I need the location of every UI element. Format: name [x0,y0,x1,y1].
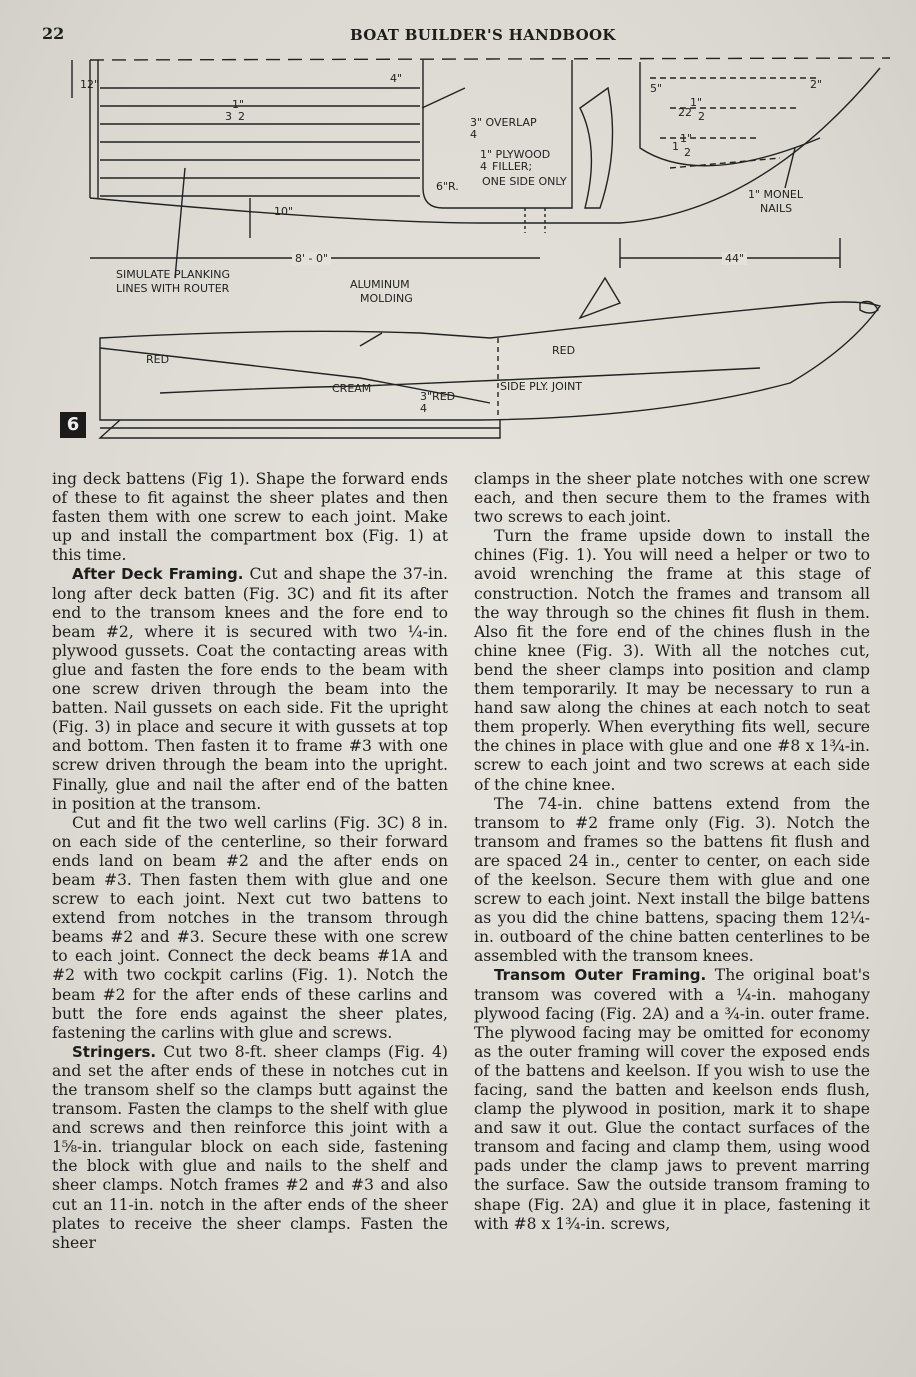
label-dim-1-1-2: 1 [672,140,679,153]
run-in-heading: Transom Outer Framing. [494,966,707,985]
figure-number-badge: 6 [60,412,86,438]
centerline [90,58,890,60]
label-dim-3: 3 [225,110,232,123]
paragraph-text: Cut two 8-ft. sheer clamps (Fig. 4) and set the after ends of these in notches cut in the transom shelf so the clamps butt against the transom. Fasten the clamps to the shelf with glue and screws and then reinforce this joint with a 1⅝-in. triangular block on each side, fastening the block with glue and nails to the shelf and sheer clamps. Notch frames #2 and #3 and also cut an 11-in. notch in the after ends of the sheer plates to receive the sheer clamps. Fasten the sheer [52,1042,448,1252]
run-in-heading: After Deck Framing. [72,565,244,584]
label-red-3-4: 3"RED [420,390,456,403]
label-dim-10: 10" [274,205,294,218]
right-column [474,470,870,1234]
label-monel-nails-2: NAILS [760,202,793,215]
label-red-stern: RED [552,344,576,357]
run-in-heading: Stringers. [72,1042,157,1061]
label-dim-1-2-den: 2 [238,110,245,123]
label-red-bow: RED [146,353,170,366]
left-column [52,470,448,1253]
page-number: 22 [42,24,65,43]
paragraph-text: Turn the frame upside down to install the chines (Fig. 1). You will need a helper or two to avoid wrenching the frame at this stage of construction. Notch the frames and transom all the way through so the chines fit flush in them. Also fit the fore end of the chines flush in the chine knee (Fig. 3). With all the notches cut, bend the sheer clamps into position and clamp them temporarily. It may be necessary to run a hand saw along the chines at each notch to seat them properly. When everything fits well, secure the chines in place with glue and one #8 x 1¾-in. screw to each joint and two screws at each side of the chine knee. [474,527,870,794]
paragraph-text: ing deck battens (Fig 1). Shape the forward ends of these to fit against the sheer plates and then fasten them with one screw to each joint. Make up and install the compartment box (Fig. 1) at this time. [52,470,448,565]
figure-boat-drawing [60,48,900,448]
paragraph-text: Cut and fit the two well carlins (Fig. 3C) 8 in. on each side of the centerline, so their forward ends land on beam #2 and the after ends on beam #3. Then fasten them with glue and one screw to each joint. Next cut two battens to extend from notches in the transom through beams #2 and #3. Secure these with one screw to each joint. Connect the deck beams #1A and #2 with two cockpit carlins (Fig. 1). Notch the beam #2 for the after ends of these carlins and butt the fore ends against the sheer plates, fastening the carlins with glue and screws. [52,813,448,1042]
label-plywood-filler-2: FILLER; [492,160,533,173]
paragraph [474,527,870,794]
boat-line-drawing [60,48,900,448]
label-plywood-filler: 1" PLYWOOD [480,148,551,161]
page-header [0,24,916,48]
label-plywood-filler-den: 4 [480,160,487,173]
paragraph-text: clamps in the sheer plate notches with one screw each, and then secure them to the frames with two screws to each joint. [474,470,870,527]
label-simulate-planking: SIMULATE PLANKING [116,268,230,281]
label-dim-22-num: 1" [690,96,703,109]
label-dim-1-2: 1" [232,98,245,111]
label-dim-1-1-2-num: 1" [680,132,693,145]
label-aluminum-molding-2: MOLDING [360,292,413,305]
label-dim-1-1-2-den: 2 [684,146,691,159]
label-side-ply-joint: SIDE PLY. JOINT [500,380,583,393]
label-overlap-den: 4 [470,128,477,141]
paragraph-text: Cut and shape the 37-in. long after deck batten (Fig. 3C) and fit its after end to the transom knees and the fore end to beam #2, where it is secured with two ¼-in. plywood gussets. Coat the contacting areas with glue and fasten the fore ends to the beam with one screw driven through the beam into the batten. Nail gussets on each side. Fit the upright (Fig. 3) in place and secure it with gussets at top and bottom. Then fasten it to frame #3 with one screw driven through the beam into the upright. Finally, glue and nail the after end of the batten in position at the transom. [52,565,448,813]
label-dim-2: 2" [810,78,823,91]
label-dim-22-den: 2 [698,110,705,123]
paragraph [474,470,870,527]
running-title: BOAT BUILDER'S HANDBOOK [350,26,616,44]
paragraph [474,966,870,1233]
label-cream: CREAM [332,382,372,395]
paragraph [474,795,870,967]
label-dim-4: 4" [390,72,403,85]
label-monel-nails: 1" MONEL [748,188,804,201]
label-dim-22: 22 [678,106,692,119]
label-dim-12: 12" [80,78,100,91]
paragraph [52,1043,448,1253]
paragraph [52,565,448,813]
label-plywood-filler-3: ONE SIDE ONLY [482,175,567,188]
label-aluminum-molding: ALUMINUM [350,278,410,291]
label-dim-5: 5" [650,82,663,95]
label-dim-44: 44" [722,252,747,265]
label-dim-8ft: 8' - 0" [292,252,331,265]
label-radius-6: 6"R. [436,180,459,193]
paragraph-text: The original boat's transom was covered with a ¼-in. mahogany plywood facing (Fig. 2A) and a ¾-in. outer frame. The plywood facing may be omitted for economy as the outer framing will cover the exposed ends of the battens and keelson. If you wish to use the facing, sand the batten and keelson ends flush, clamp the plywood in position, mark it to shape and saw it out. Glue the contact surfaces of the transom and facing and clamp them, using wood pads under the clamp jaws to prevent marring the surface. Saw the outside transom framing to shape (Fig. 2A) and glue it in place, fastening it with #8 x 1¾-in. screws, [474,966,870,1233]
label-red-3-4-den: 4 [420,402,427,415]
paragraph-text: The 74-in. chine battens extend from the transom to #2 frame only (Fig. 3). Notch the transom and frames so the battens fit flush and are spaced 24 in., center to center, on each side of the keelson. Secure them with glue and one screw to each joint. Next install the bilge battens as you did the chine battens, spacing them 12¼-in. outboard of the chine batten centerlines to be assembled with the transom knees. [474,794,870,966]
label-simulate-planking-2: LINES WITH ROUTER [116,282,230,295]
paragraph [52,470,448,565]
leader-planking [175,168,185,278]
paragraph [52,814,448,1043]
label-overlap: 3" OVERLAP [470,116,537,129]
